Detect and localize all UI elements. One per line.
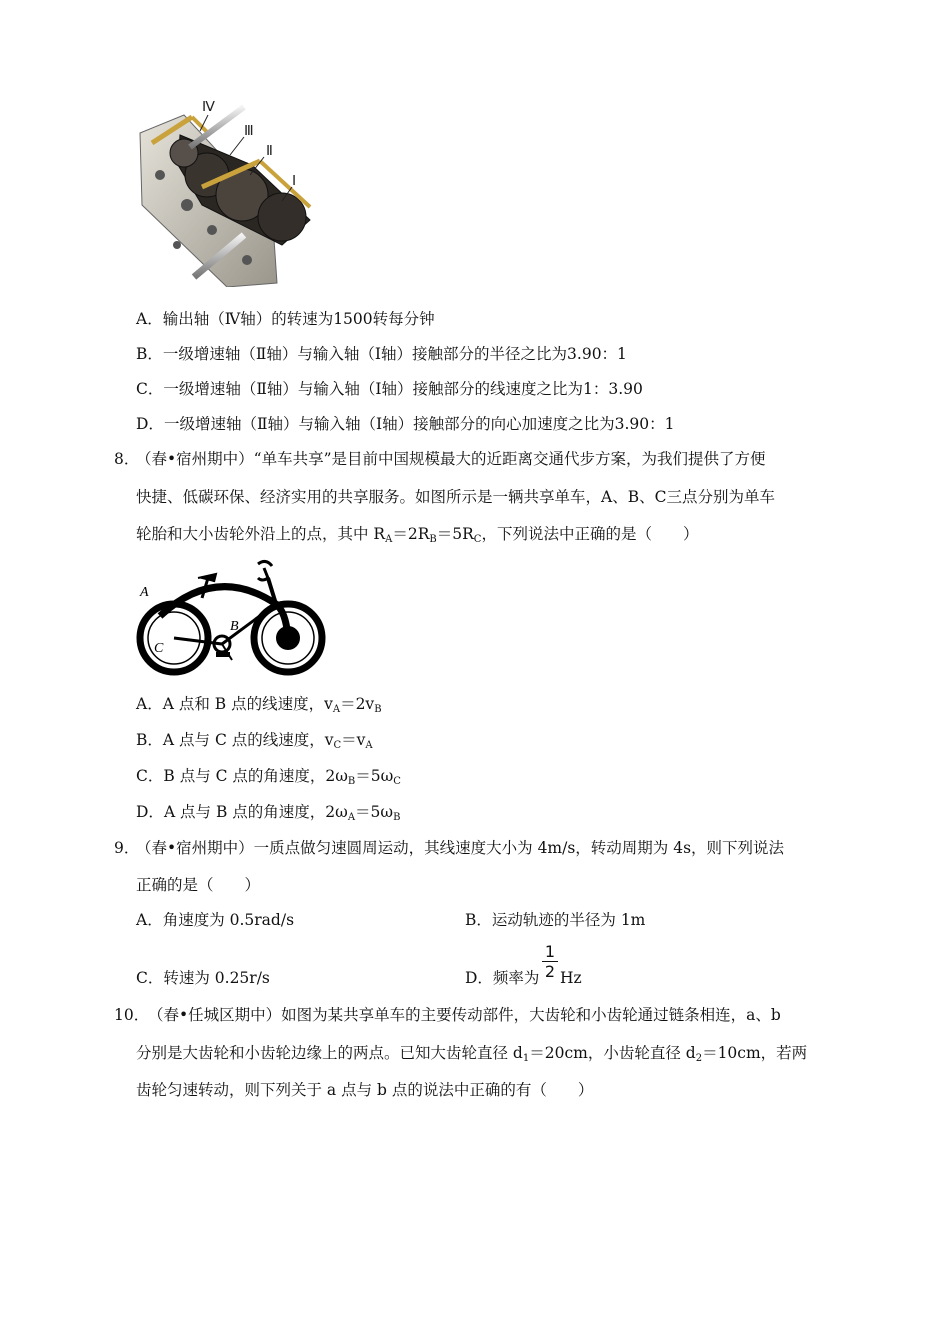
q8-number: 8．	[114, 450, 140, 468]
q8-option-d: D．A 点与 B 点的角速度，$2\omega_A=5\omega_B$	[136, 803, 401, 823]
q8-option-a: A．A 点和 B 点的线速度，$v_A=2v_B$	[136, 695, 382, 715]
bicycle-figure	[136, 556, 326, 678]
q9-option-d-unit: Hz	[560, 969, 582, 987]
point-label-a: A	[140, 585, 149, 600]
q9-number: 9．	[114, 839, 140, 857]
q7-option-b: B．一级增速轴（Ⅱ轴）与输入轴（Ⅰ轴）接触部分的半径之比为3.90：1	[136, 345, 627, 363]
q9-line-1: （春•宿州期中）一质点做匀速圆周运动，其线速度大小为 4m/s，转动周期为 4s，则下列说法	[136, 839, 785, 857]
q8-line-3: 轮胎和大小齿轮外沿上的点，其中 $R_A=2R_B=5R_C$，下列说法中正确的是（ ）	[136, 525, 699, 545]
q8-option-c: C．B 点与 C 点的角速度，$2\omega_B=5\omega_C$	[136, 767, 401, 787]
q9-option-a: A．角速度为 0.5rad/s	[136, 911, 295, 929]
q7-option-a: A．输出轴（Ⅳ轴）的转速为1500转每分钟	[136, 310, 435, 328]
q10-line-3: 齿轮匀速转动，则下列关于 a 点与 b 点的说法中正确的有（ ）	[136, 1081, 594, 1099]
q9-option-b: B．运动轨迹的半径为 1m	[465, 911, 646, 929]
q8-line-2: 快捷、低碳环保、经济实用的共享服务。如图所示是一辆共享单车，A、B、C三点分别为单车	[136, 488, 775, 506]
gear-label-iv: Ⅳ	[202, 100, 215, 115]
q8-line-1: （春•宿州期中）“单车共享”是目前中国规模最大的近距离交通代步方案，为我们提供了方便	[136, 450, 766, 468]
q7-option-d: D．一级增速轴（Ⅱ轴）与输入轴（Ⅰ轴）接触部分的向心加速度之比为3.90：1	[136, 415, 675, 433]
gear-label-i: Ⅰ	[292, 174, 297, 189]
gear-label-iii: Ⅲ	[244, 124, 254, 139]
gear-label-ii: Ⅱ	[266, 144, 273, 159]
q7-option-c: C．一级增速轴（Ⅱ轴）与输入轴（Ⅰ轴）接触部分的线速度之比为1：3.90	[136, 380, 643, 398]
q8-option-b: B．A 点与 C 点的线速度，$v_C=v_A$	[136, 731, 373, 751]
q10-line-2: 分别是大齿轮和小齿轮边缘上的两点。已知大齿轮直径 $d_1=20cm$，小齿轮直径 $d_2=10cm$，若两	[136, 1044, 808, 1064]
point-label-c: C	[154, 641, 164, 656]
q9-option-d-label: D．频率为	[465, 969, 540, 987]
q9-option-c: C．转速为 0.25r/s	[136, 969, 270, 987]
point-label-b: B	[230, 619, 239, 634]
q10-line-1: （春•任城区期中）如图为某共享单车的主要传动部件，大齿轮和小齿轮通过链条相连，a、b	[148, 1006, 781, 1024]
q9-line-2: 正确的是（ ）	[136, 876, 261, 894]
gearbox-figure	[132, 95, 318, 287]
q9-option-d-fraction: 1 2	[542, 943, 558, 980]
q10-number: 10．	[114, 1006, 150, 1024]
